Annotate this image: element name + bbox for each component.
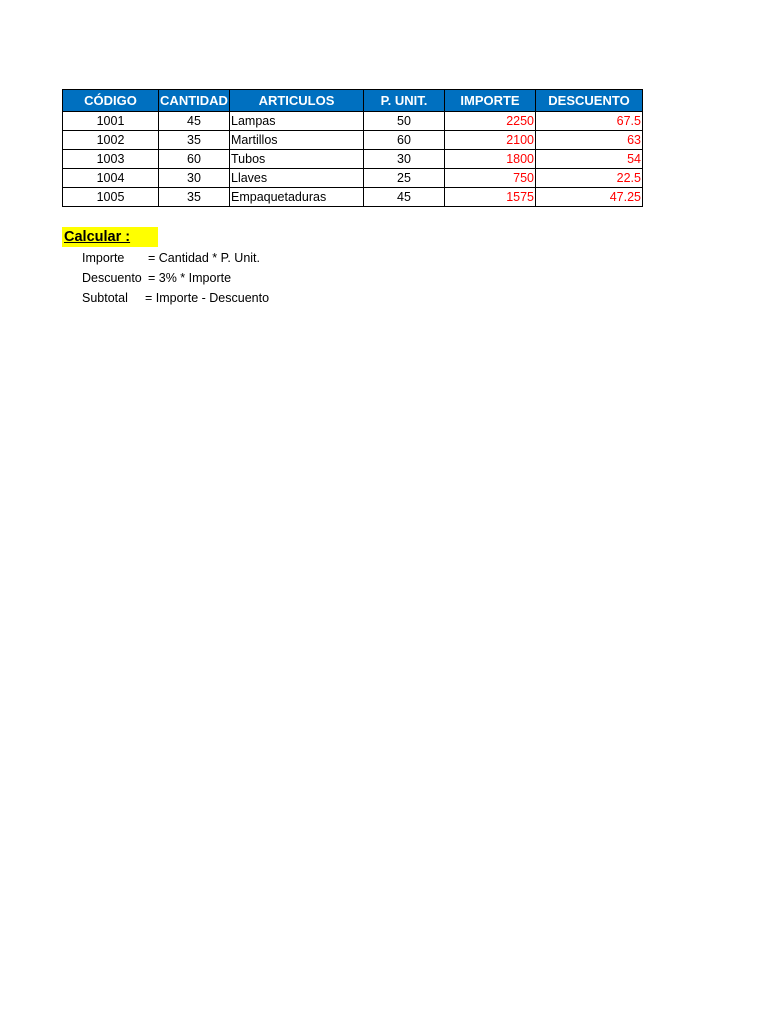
cell-cantidad[interactable]: 60	[159, 150, 230, 169]
cell-descuento[interactable]: 47.25	[536, 188, 643, 207]
calc-title[interactable]: Calcular :	[62, 227, 158, 247]
cell-importe[interactable]: 1575	[445, 188, 536, 207]
cell-cantidad[interactable]: 45	[159, 112, 230, 131]
cell-p-unit[interactable]: 60	[364, 131, 445, 150]
header-descuento[interactable]: DESCUENTO	[536, 90, 643, 112]
cell-cantidad[interactable]: 35	[159, 131, 230, 150]
cell-codigo[interactable]: 1005	[63, 188, 159, 207]
formula-descuento	[82, 270, 231, 286]
cell-cantidad[interactable]: 30	[159, 169, 230, 188]
table-row	[63, 169, 643, 188]
cell-codigo[interactable]: 1002	[63, 131, 159, 150]
data-table	[62, 89, 643, 207]
cell-descuento[interactable]: 22.5	[536, 169, 643, 188]
formula-expression[interactable]: = Cantidad * P. Unit.	[148, 251, 260, 265]
cell-articulo[interactable]: Tubos	[230, 150, 364, 169]
header-cantidad[interactable]: CANTIDAD	[159, 90, 230, 112]
formula-label[interactable]: Descuento	[82, 271, 142, 285]
header-p-unit[interactable]: P. UNIT.	[364, 90, 445, 112]
cell-codigo[interactable]: 1001	[63, 112, 159, 131]
cell-importe[interactable]: 2250	[445, 112, 536, 131]
cell-articulo[interactable]: Empaquetaduras	[230, 188, 364, 207]
cell-codigo[interactable]: 1004	[63, 169, 159, 188]
cell-descuento[interactable]: 54	[536, 150, 643, 169]
header-importe[interactable]: IMPORTE	[445, 90, 536, 112]
header-row	[63, 90, 643, 112]
cell-cantidad[interactable]: 35	[159, 188, 230, 207]
cell-articulo[interactable]: Llaves	[230, 169, 364, 188]
table-row	[63, 188, 643, 207]
cell-p-unit[interactable]: 25	[364, 169, 445, 188]
formula-label[interactable]: Subtotal	[82, 291, 128, 305]
cell-p-unit[interactable]: 50	[364, 112, 445, 131]
cell-importe[interactable]: 750	[445, 169, 536, 188]
header-codigo[interactable]: CÓDIGO	[63, 90, 159, 112]
cell-articulo[interactable]: Lampas	[230, 112, 364, 131]
formula-subtotal	[82, 290, 269, 306]
cell-p-unit[interactable]: 45	[364, 188, 445, 207]
cell-codigo[interactable]: 1003	[63, 150, 159, 169]
header-articulos[interactable]: ARTICULOS	[230, 90, 364, 112]
formula-expression[interactable]: = 3% * Importe	[148, 271, 232, 285]
table-row	[63, 150, 643, 169]
table-row	[63, 112, 643, 131]
cell-descuento[interactable]: 67.5	[536, 112, 643, 131]
cell-importe[interactable]: 2100	[445, 131, 536, 150]
cell-descuento[interactable]: 63	[536, 131, 643, 150]
cell-p-unit[interactable]: 30	[364, 150, 445, 169]
formula-importe	[82, 250, 260, 266]
cell-articulo[interactable]: Martillos	[230, 131, 364, 150]
formula-label[interactable]: Importe	[82, 251, 125, 265]
table-row	[63, 131, 643, 150]
formula-expression[interactable]: = Importe - Descuento	[145, 291, 270, 305]
cell-importe[interactable]: 1800	[445, 150, 536, 169]
